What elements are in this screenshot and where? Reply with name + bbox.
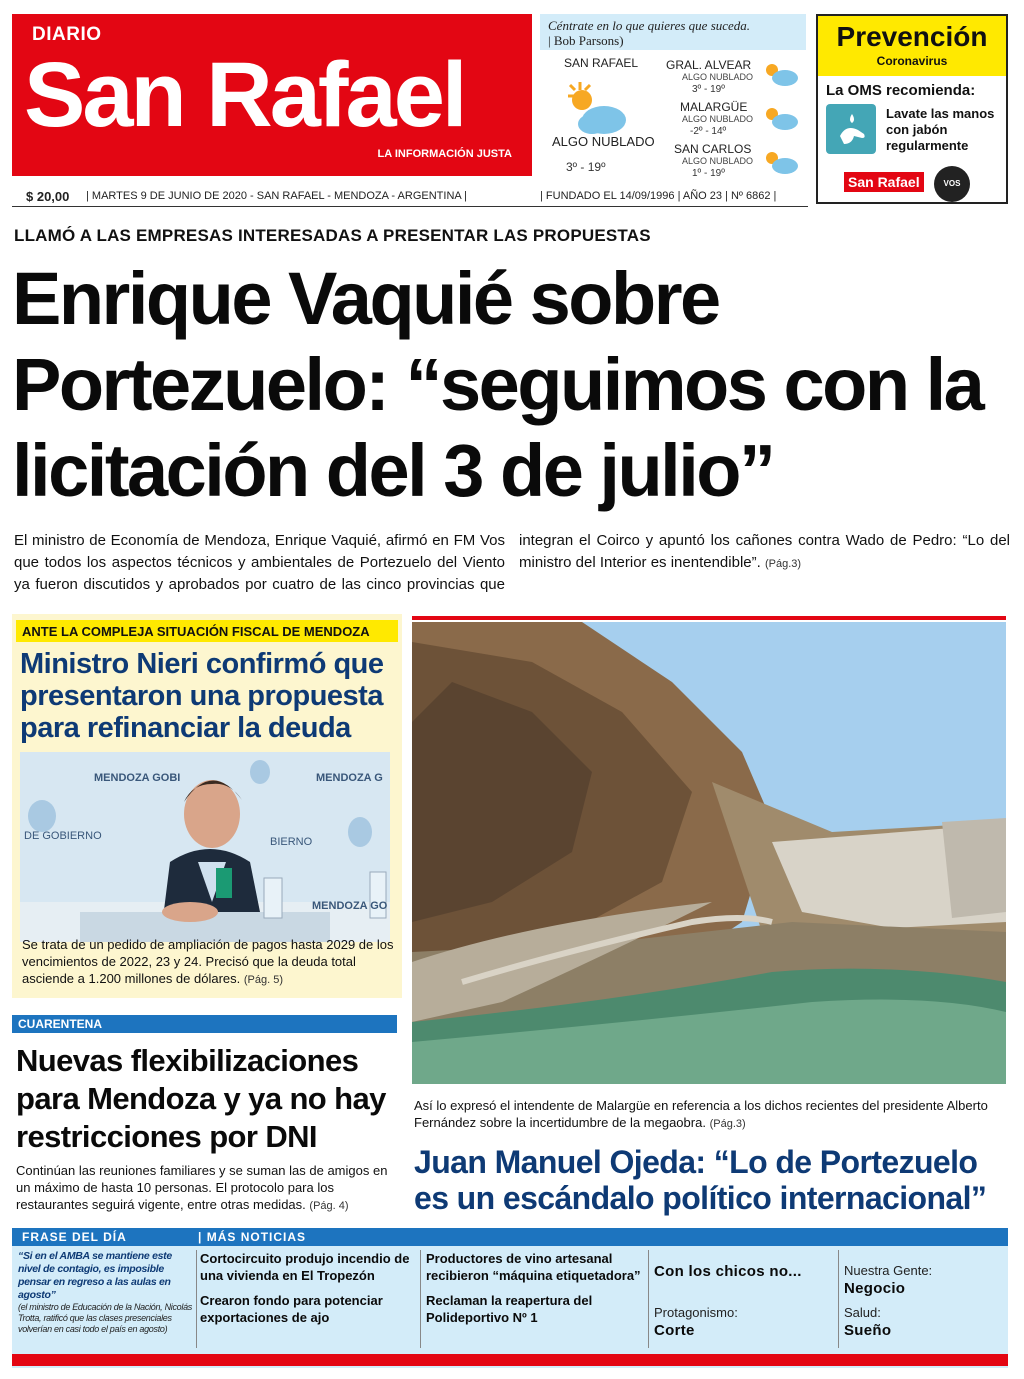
lead-body — [14, 530, 1010, 596]
partly-cloudy-icon — [762, 60, 800, 88]
price: $ 20,00 — [26, 189, 70, 204]
frase-label: FRASE DEL DÍA — [22, 1230, 127, 1244]
news-item[interactable]: Reclaman la reapertura del Polideportivo Nº 1 — [426, 1293, 593, 1325]
cuarentena-headline[interactable]: Nuevas flexibilizaciones para Mendoza y ya no hay restricciones por DNI — [16, 1043, 386, 1154]
weather-panel — [540, 14, 808, 204]
edition-date: | MARTES 9 DE JUNIO DE 2020 - SAN RAFAEL - MENDOZA - ARGENTINA | — [86, 190, 468, 202]
news-item[interactable]: Cortocircuito produjo incendio de una vivienda en El Tropezón — [200, 1251, 410, 1283]
weather-temp-alvear: 3º - 19º — [692, 84, 725, 95]
handwash-icon — [826, 104, 876, 154]
cuarentena-body-text: Continúan las reuniones familiares y se suman las de amigos en un máximo de hasta 10 personas. El protocolo para los restaurantes seguirá vigente, entre otras medidas. — [16, 1163, 388, 1212]
weather-cond-malargue: ALGO NUBLADO — [682, 114, 754, 124]
mas-noticias-label: | MÁS NOTICIAS — [198, 1230, 307, 1244]
nieri-photo — [20, 752, 390, 942]
cuarentena-body — [16, 1162, 400, 1215]
cuarentena-label: CUARENTENA — [12, 1015, 397, 1033]
masthead-tagline: LA INFORMACIÓN JUSTA — [377, 148, 512, 160]
salud-value[interactable]: Sueño — [844, 1322, 892, 1339]
weather-cond-alvear: ALGO NUBLADO — [682, 72, 754, 82]
photo-text: BIERNO — [270, 836, 313, 848]
photo-text: MENDOZA G — [316, 772, 383, 784]
photo-caption-text: Así lo expresó el intendente de Malargüe en referencia a los dichos recientes del presidente Alberto Fernández sobre la incertidumbre de la megaobra. — [414, 1098, 988, 1130]
news-item[interactable]: Productores de vino artesanal recibieron “máquina etiquetadora” — [426, 1251, 641, 1283]
nuestra-gente-label: Nuestra Gente: — [844, 1263, 933, 1278]
lead-headline[interactable]: Enrique Vaquié sobre Portezuelo: “seguimos con la licitación del 3 de julio” — [12, 257, 983, 512]
page-reference: (Pág.3) — [764, 558, 802, 570]
partly-cloudy-icon — [762, 148, 800, 176]
lead-kicker: LLAMÓ A LAS EMPRESAS INTERESADAS A PRESENTAR LAS PROPUESTAS — [14, 226, 651, 245]
masthead — [12, 14, 532, 176]
san-rafael-logo: San Rafael — [844, 172, 924, 192]
nieri-kicker: ANTE LA COMPLEJA SITUACIÓN FISCAL DE MENDOZA — [16, 620, 398, 642]
prevention-subtitle: Coronavirus — [876, 54, 948, 68]
nieri-caption — [22, 936, 398, 989]
weather-cond-sancarlos: ALGO NUBLADO — [682, 156, 754, 166]
divider — [12, 206, 808, 207]
salud-label: Salud: — [844, 1305, 881, 1320]
quote-author: | Bob Parsons) — [548, 33, 624, 48]
divider — [412, 616, 1006, 620]
divider — [838, 1250, 839, 1348]
prevention-header — [818, 16, 1006, 76]
weather-temp-sancarlos: 1º - 19º — [692, 168, 725, 179]
weather-city-malargue: MALARGÜE — [680, 100, 748, 114]
ojeda-headline[interactable]: Juan Manuel Ojeda: “Lo de Portezuelo es un escándalo político internacional” — [414, 1144, 987, 1216]
oms-label: La OMS recomienda: — [826, 82, 976, 99]
nieri-headline[interactable]: Ministro Nieri confirmó que presentaron una propuesta para refinanciar la deuda — [20, 648, 384, 744]
frase-attribution: (el ministro de Educación de la Nación, Nicolás Trotta, ratificó que las clases presenciales volverían en casi todo el país en agosto) — [18, 1302, 192, 1334]
masthead-diario: DIARIO — [32, 24, 102, 45]
partly-cloudy-icon — [564, 78, 630, 138]
info-bar — [12, 186, 808, 208]
weather-temp-malargue: -2º - 14º — [690, 126, 727, 137]
weather-city-alvear: GRAL. ALVEAR — [666, 58, 752, 72]
divider — [420, 1250, 421, 1348]
founded-info: | FUNDADO EL 14/09/1996 | AÑO 23 | Nº 6862 | — [540, 190, 777, 202]
photo-text: MENDOZA GO — [312, 900, 388, 912]
protagonismo-label: Protagonismo: — [654, 1305, 738, 1320]
page-reference: (Pág. 4) — [309, 1200, 349, 1212]
divider — [12, 1354, 1008, 1366]
prevention-title: Prevención — [836, 21, 988, 52]
chicos-item[interactable]: Con los chicos no... — [654, 1263, 802, 1280]
masthead-title: San Rafael — [24, 44, 465, 146]
quote-box — [540, 14, 806, 50]
nieri-story — [12, 614, 402, 998]
prevention-advice: Lavate las manos con jabón regularmente — [886, 106, 995, 153]
prevention-box — [816, 14, 1008, 204]
photo-text: MENDOZA GOBI — [94, 772, 181, 784]
nuestra-gente-value[interactable]: Negocio — [844, 1280, 906, 1297]
fm-vos-logo: VOS — [934, 166, 970, 202]
lead-body-text: El ministro de Economía de Mendoza, Enrique Vaquié, afirmó en FM Vos que todos los aspectos técnicos y ambientales de Portezuelo del Viento ya fueron discutidos y aprobados por cuatro de las cinco provincias que integran el Coirco y apuntó los cañones contra Wado de Pedro: “Lo del ministro del Interior es inentendible”. — [14, 532, 1010, 593]
dam-photo — [412, 622, 1006, 1084]
photo-text: DE GOBIERNO — [24, 830, 102, 842]
page-reference: (Pág. 5) — [243, 974, 284, 986]
news-item[interactable]: Crearon fondo para potenciar exportaciones de ajo — [200, 1293, 383, 1325]
weather-main-condition: ALGO NUBLADO — [552, 134, 655, 149]
partly-cloudy-icon — [762, 104, 800, 132]
frase-quote: “Si en el AMBA se mantiene este nivel de contagio, es imposible pensar en regreso a las aulas en agosto” — [18, 1250, 172, 1301]
page-reference: (Pág.3) — [709, 1118, 746, 1130]
nieri-caption-text: Se trata de un pedido de ampliación de pagos hasta 2029 de los vencimientos de 2022, 23 y 24. Precisó que la deuda total asciende a 1.200 millones de dólares. — [22, 937, 394, 986]
weather-main-city: SAN RAFAEL — [564, 56, 639, 70]
footer — [12, 1228, 1008, 1368]
protagonismo-value[interactable]: Corte — [654, 1322, 695, 1339]
photo-caption — [414, 1097, 1006, 1133]
footer-bar — [12, 1228, 1008, 1246]
divider — [196, 1250, 197, 1348]
quote-text: Céntrate en lo que quieres que suceda. — [548, 18, 751, 33]
weather-city-sancarlos: SAN CARLOS — [674, 142, 752, 156]
divider — [648, 1250, 649, 1348]
weather-main-temp: 3º - 19º — [566, 160, 606, 174]
